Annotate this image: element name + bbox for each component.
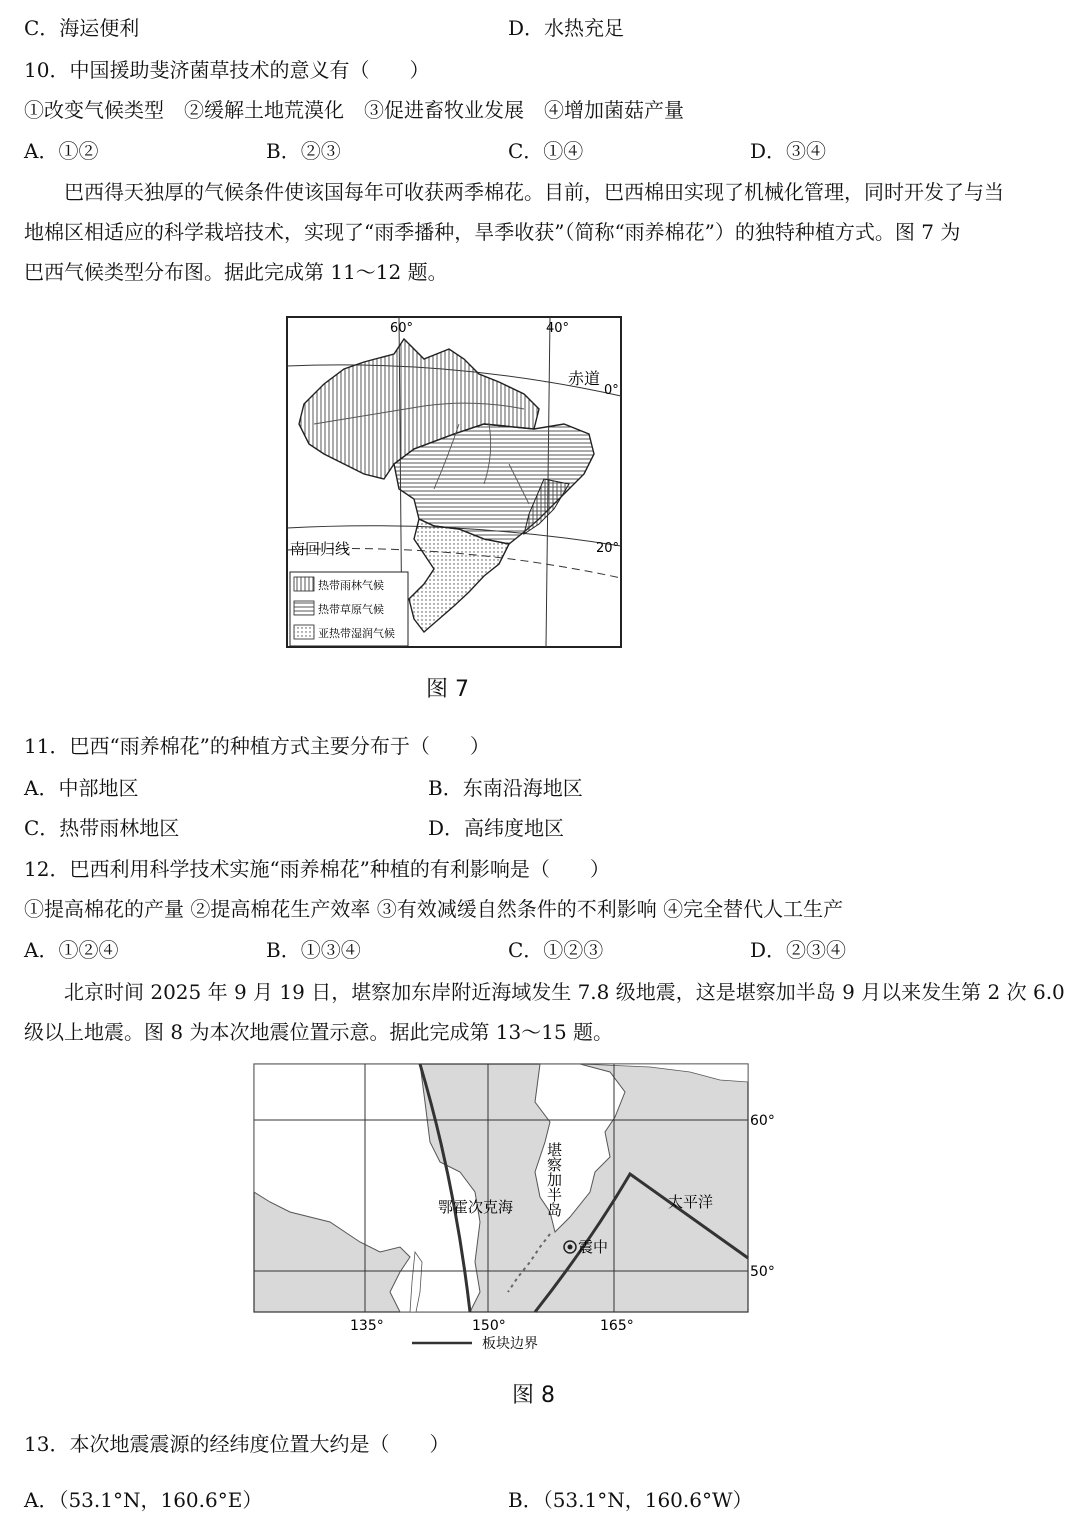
fig7-legend	[290, 572, 408, 646]
q12-option-a: A．①②④	[24, 938, 119, 962]
fig7-eq0-label: 0°	[604, 383, 619, 398]
q11-stem: 11．巴西“雨养棉花”的种植方式主要分布于（ ）	[24, 734, 490, 758]
q11-option-a: A．中部地区	[24, 776, 139, 800]
fig8-lon135-label: 135°	[350, 1318, 384, 1334]
fig8-lon165-label: 165°	[600, 1318, 634, 1334]
q10-option-b: B．②③	[266, 139, 341, 163]
q9-option-c: C．海运便利	[24, 16, 140, 40]
q9-option-d: D．水热充足	[508, 16, 625, 40]
legend-rainforest: 热带雨林气候	[318, 579, 384, 592]
fig8-ocean-label: 太平洋	[668, 1193, 714, 1211]
figure-7-brazil-map	[284, 314, 626, 650]
passage2-line1: 北京时间 2025 年 9 月 19 日，堪察加东岸附近海域发生 7.8 级地震，这是堪察加半岛 9 月以来发生第 2 次 6.0	[64, 980, 1065, 1004]
fig7-tropic-label: 南回归线	[290, 540, 351, 558]
figure-8-kamchatka-map	[250, 1062, 790, 1362]
q11-option-d: D．高纬度地区	[428, 816, 565, 840]
fig7-lon40-label: 40°	[546, 321, 570, 336]
q13-stem: 13．本次地震震源的经纬度位置大约是（ ）	[24, 1432, 450, 1456]
fig7-lon60-label: 60°	[390, 321, 414, 336]
q13-option-b: B．（53.1°N，160.6°W）	[508, 1488, 753, 1512]
passage2-line2: 级以上地震。图 8 为本次地震位置示意。据此完成第 13～15 题。	[24, 1020, 614, 1044]
q10-option-d: D．③④	[750, 139, 827, 163]
legend-savanna: 热带草原气候	[318, 603, 384, 616]
fig8-sea-label: 鄂霍次克海	[438, 1198, 514, 1216]
legend-subtropical: 亚热带湿润气候	[318, 627, 395, 640]
fig8-legend-label: 板块边界	[482, 1336, 538, 1352]
q12-stem: 12．巴西利用科学技术实施“雨养棉花”种植的有利影响是（ ）	[24, 857, 610, 881]
q11-option-c: C．热带雨林地区	[24, 816, 180, 840]
fig8-lat60-label: 60°	[750, 1113, 775, 1129]
fig7-lat20-label: 20°	[596, 541, 620, 556]
q10-items: ①改变气候类型 ②缓解土地荒漠化 ③促进畜牧业发展 ④增加菌菇产量	[24, 98, 684, 122]
figure-8-caption: 图 8	[512, 1383, 555, 1408]
figure-7-caption: 图 7	[426, 677, 469, 702]
q10-option-c: C．①④	[508, 139, 584, 163]
fig8-epicenter-label: 震中	[578, 1238, 609, 1256]
fig8-lon150-label: 150°	[472, 1318, 506, 1334]
fig7-equator-label: 赤道	[568, 369, 601, 388]
fig8-peninsula-label: 堪察加半岛	[545, 1142, 563, 1217]
passage1-line2: 地棉区相适应的科学栽培技术，实现了“雨季播种，旱季收获”（简称“雨养棉花”）的独特种植方式。图 7 为	[24, 220, 961, 244]
q13-option-a: A．（53.1°N，160.6°E）	[24, 1488, 263, 1512]
passage1-line1: 巴西得天独厚的气候条件使该国每年可收获两季棉花。目前，巴西棉田实现了机械化管理，同时开发了与当	[64, 180, 1004, 204]
q12-option-b: B．①③④	[266, 938, 361, 962]
q12-option-d: D．②③④	[750, 938, 847, 962]
q12-option-c: C．①②③	[508, 938, 604, 962]
q10-option-a: A．①②	[24, 139, 99, 163]
q12-items: ①提高棉花的产量 ②提高棉花生产效率 ③有效减缓自然条件的不利影响 ④完全替代人工生产	[24, 897, 844, 921]
q11-option-b: B．东南沿海地区	[428, 776, 583, 800]
q10-stem: 10．中国援助斐济菌草技术的意义有（ ）	[24, 58, 430, 82]
passage1-line3: 巴西气候类型分布图。据此完成第 11～12 题。	[24, 260, 448, 284]
fig8-lat50-label: 50°	[750, 1264, 775, 1280]
